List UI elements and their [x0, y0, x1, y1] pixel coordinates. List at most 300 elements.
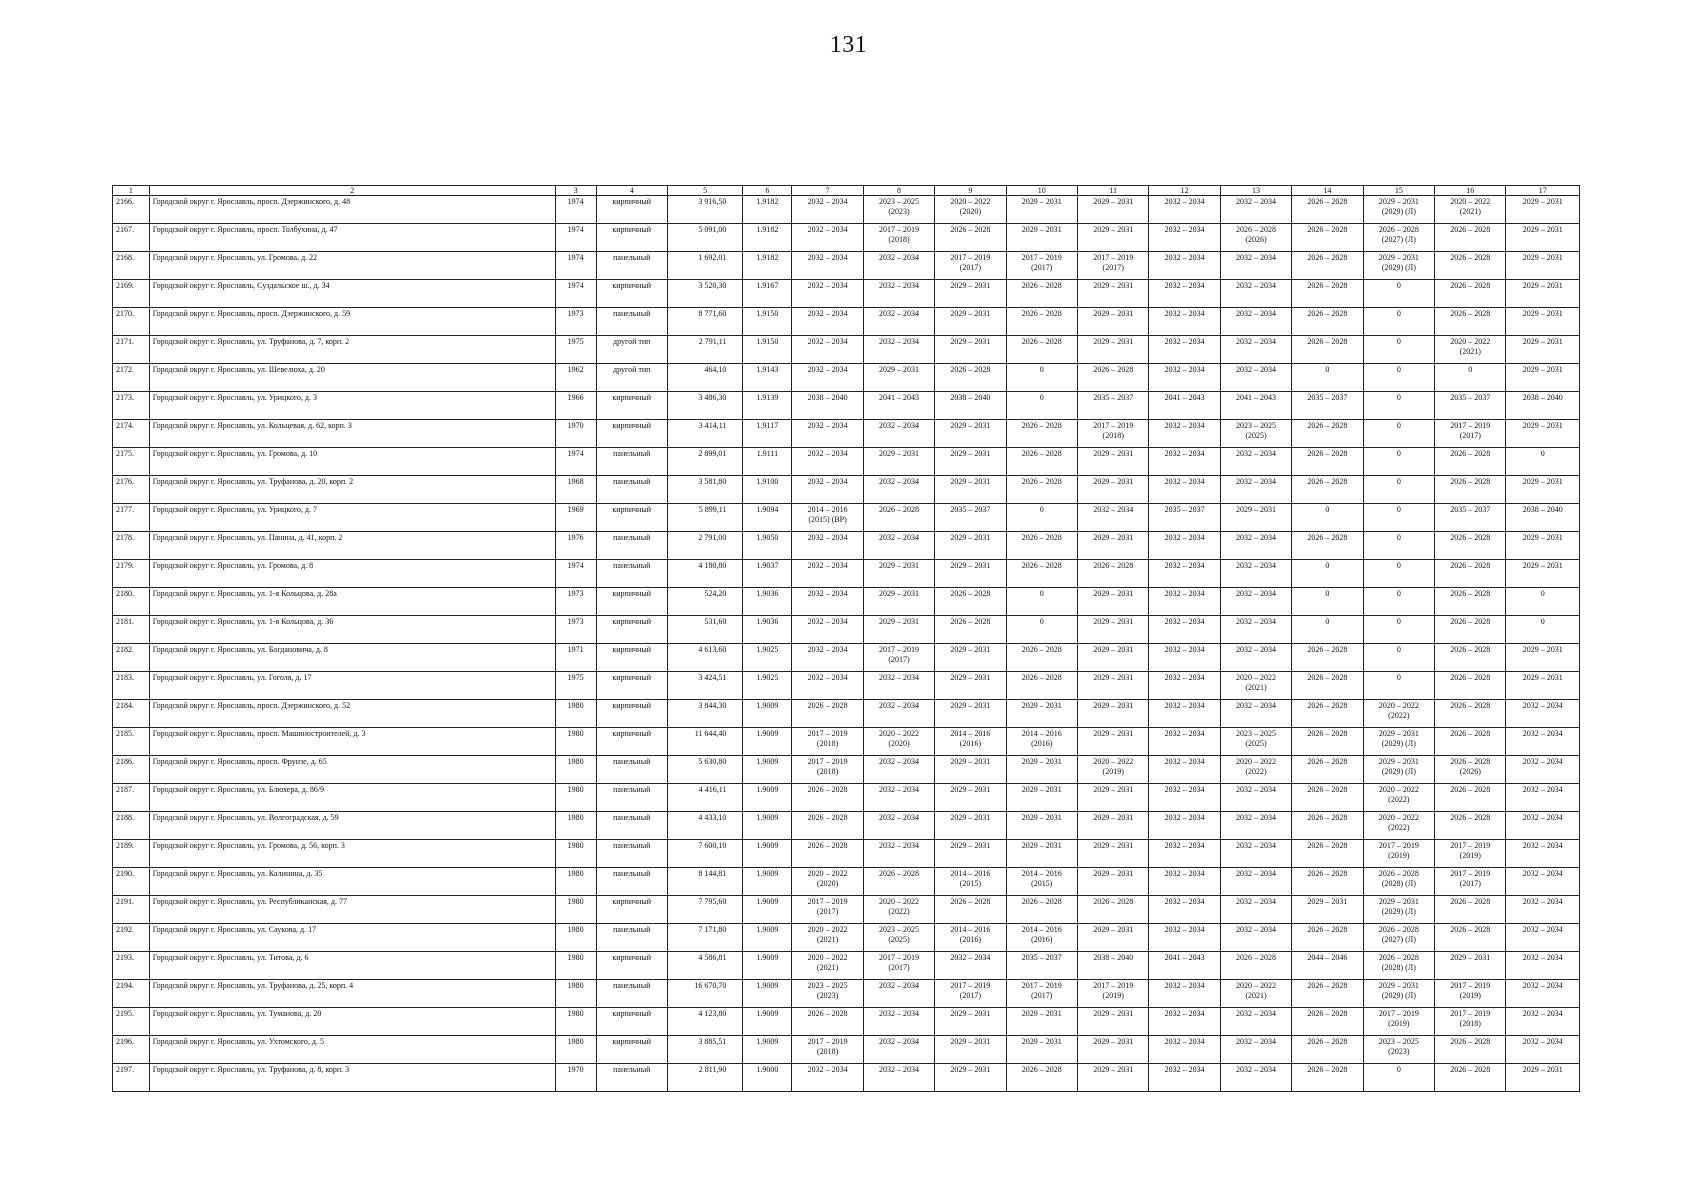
table-cell: панельный	[596, 812, 667, 840]
table-row	[113, 1008, 1580, 1036]
table-cell: 2032 – 2034	[1220, 1064, 1291, 1092]
table-cell: 2029 – 2031	[935, 644, 1006, 672]
table-cell: 2032 – 2034	[1506, 952, 1580, 980]
table-cell: кирпичный	[596, 504, 667, 532]
table-cell: 2032 – 2034	[792, 1064, 863, 1092]
table-cell: 2032 – 2034	[1149, 532, 1220, 560]
table-cell: 2017 – 2019 (2017)	[1006, 980, 1077, 1008]
table-row	[113, 756, 1580, 784]
table-cell: 2026 – 2028	[1435, 1064, 1506, 1092]
table-cell: 2020 – 2022 (2022)	[1220, 756, 1291, 784]
table-cell: 1.9009	[743, 896, 792, 924]
table-cell: 2029 – 2031	[1006, 1036, 1077, 1064]
table-cell: 7 795,60	[667, 896, 742, 924]
table-row	[113, 924, 1580, 952]
table-cell: 2032 – 2034	[1220, 896, 1291, 924]
table-cell: 1.9009	[743, 952, 792, 980]
table-cell: 2032 – 2034	[1149, 560, 1220, 588]
table-cell: 2020 – 2022 (2020)	[792, 868, 863, 896]
table-cell: 2032 – 2034	[1506, 812, 1580, 840]
table-cell: 1968	[555, 476, 596, 504]
column-number-cell: 11	[1078, 186, 1149, 196]
table-cell: 1980	[555, 812, 596, 840]
table-cell: 2017 – 2019 (2019)	[1363, 840, 1434, 868]
table-cell: 1.9150	[743, 336, 792, 364]
table-cell: панельный	[596, 252, 667, 280]
table-cell: 2017 – 2019 (2018)	[792, 756, 863, 784]
table-cell: 2029 – 2031	[1078, 728, 1149, 756]
table-cell: 2029 – 2031	[1078, 868, 1149, 896]
table-cell: 2032 – 2034	[863, 308, 934, 336]
table-cell: 0	[1363, 336, 1434, 364]
table-cell: 2026 – 2028	[1292, 644, 1363, 672]
address-cell: Городской округ г. Ярославль, ул. Урицкого, д. 3	[149, 392, 555, 420]
table-cell: 0	[1363, 588, 1434, 616]
table-row	[113, 840, 1580, 868]
table-cell: 2032 – 2034	[792, 252, 863, 280]
table-cell: 5 899,11	[667, 504, 742, 532]
table-cell: 1.9009	[743, 728, 792, 756]
table-cell: 2026 – 2028	[1292, 728, 1363, 756]
address-cell: Городской округ г. Ярославль, ул. Титова, д. 6	[149, 952, 555, 980]
table-cell: 2032 – 2034	[1149, 616, 1220, 644]
table-cell: 0	[1292, 616, 1363, 644]
table-cell: 2029 – 2031 (2029) (Л)	[1363, 196, 1434, 224]
table-cell: 2026 – 2028	[1435, 308, 1506, 336]
table-cell: 2029 – 2031	[1078, 840, 1149, 868]
table-cell: 1980	[555, 840, 596, 868]
table-cell: 2029 – 2031	[935, 280, 1006, 308]
table-cell: 2029 – 2031	[1078, 224, 1149, 252]
table-cell: 2029 – 2031	[1006, 1008, 1077, 1036]
column-number-cell: 3	[555, 186, 596, 196]
table-cell: 2017 – 2019 (2017)	[792, 896, 863, 924]
table-cell: 2029 – 2031	[935, 1064, 1006, 1092]
table-cell: 2020 – 2022 (2019)	[1078, 756, 1149, 784]
table-cell: 1966	[555, 392, 596, 420]
table-cell: 2029 – 2031	[1506, 560, 1580, 588]
table-cell: 2032 – 2034	[792, 336, 863, 364]
table-cell: 2026 – 2028	[1292, 420, 1363, 448]
table-row	[113, 224, 1580, 252]
table-cell: 2026 – 2028	[1435, 728, 1506, 756]
table-cell: 2023 – 2025 (2023)	[863, 196, 934, 224]
table-cell: 2026 – 2028	[1435, 672, 1506, 700]
table-cell: 2029 – 2031	[1006, 784, 1077, 812]
table-cell: 2032 – 2034	[792, 196, 863, 224]
table-cell: 2029 – 2031	[935, 756, 1006, 784]
table-cell: 0	[1006, 504, 1077, 532]
table-cell: панельный	[596, 560, 667, 588]
table-cell: кирпичный	[596, 420, 667, 448]
address-cell: Городской округ г. Ярославль, ул. Громова, д. 22	[149, 252, 555, 280]
table-cell: 1980	[555, 1008, 596, 1036]
table-cell: 2029 – 2031	[1506, 308, 1580, 336]
table-cell: 2029 – 2031	[935, 476, 1006, 504]
table-cell: 2020 – 2022 (2020)	[935, 196, 1006, 224]
column-number-cell: 1	[113, 186, 150, 196]
table-cell: 2029 – 2031	[1078, 700, 1149, 728]
table-cell: 2026 – 2028	[935, 616, 1006, 644]
table-cell: 2029 – 2031 (2029) (Л)	[1363, 728, 1434, 756]
table-cell: 2032 – 2034	[1506, 896, 1580, 924]
table-cell: 2026 – 2028	[1006, 476, 1077, 504]
address-cell: Городской округ г. Ярославль, Суздальское ш., д. 34	[149, 280, 555, 308]
table-cell: 1962	[555, 364, 596, 392]
table-cell: 0	[1363, 672, 1434, 700]
table-cell: 2 899,01	[667, 448, 742, 476]
table-row	[113, 728, 1580, 756]
table-cell: 1980	[555, 700, 596, 728]
table-cell: 2032 – 2034	[863, 672, 934, 700]
table-cell: 2035 – 2037	[1078, 392, 1149, 420]
table-cell: кирпичный	[596, 952, 667, 980]
table-cell: 2026 – 2028	[1435, 896, 1506, 924]
table-cell: 2023 – 2025 (2025)	[1220, 420, 1291, 448]
column-number-cell: 4	[596, 186, 667, 196]
table-cell: 11 644,40	[667, 728, 742, 756]
table-cell: 2029 – 2031	[1078, 924, 1149, 952]
table-cell: 1974	[555, 448, 596, 476]
row-number-cell: 2182.	[113, 644, 150, 672]
table-cell: 1.9143	[743, 364, 792, 392]
table-cell: 2017 – 2019 (2017)	[1435, 420, 1506, 448]
table-cell: 2017 – 2019 (2017)	[935, 980, 1006, 1008]
table-cell: 2032 – 2034	[1149, 812, 1220, 840]
table-cell: 2026 – 2028	[1435, 532, 1506, 560]
table-cell: кирпичный	[596, 896, 667, 924]
table-cell: 2029 – 2031 (2029) (Л)	[1363, 252, 1434, 280]
table-cell: 1980	[555, 924, 596, 952]
table-cell: 2026 – 2028	[1292, 1064, 1363, 1092]
table-cell: 2029 – 2031	[1078, 588, 1149, 616]
table-cell: 1969	[555, 504, 596, 532]
table-cell: 2032 – 2034	[863, 784, 934, 812]
table-cell: 2029 – 2031	[935, 784, 1006, 812]
table-cell: 1980	[555, 1036, 596, 1064]
address-cell: Городской округ г. Ярославль, просп. Дзержинского, д. 59	[149, 308, 555, 336]
table-cell: 2029 – 2031	[1078, 196, 1149, 224]
table-cell: 2017 – 2019 (2017)	[863, 644, 934, 672]
table-cell: другой тип	[596, 336, 667, 364]
table-cell: 2029 – 2031 (2029) (Л)	[1363, 756, 1434, 784]
address-cell: Городской округ г. Ярославль, ул. Волгоградская, д. 59	[149, 812, 555, 840]
table-cell: 4 586,81	[667, 952, 742, 980]
table-cell: 2020 – 2022 (2021)	[792, 924, 863, 952]
table-cell: 2041 – 2043	[863, 392, 934, 420]
table-cell: 2026 – 2028	[1292, 924, 1363, 952]
table-cell: 1.9182	[743, 252, 792, 280]
table-row	[113, 784, 1580, 812]
column-number-cell: 2	[149, 186, 555, 196]
row-number-cell: 2191.	[113, 896, 150, 924]
table-cell: 2026 – 2028	[1292, 1036, 1363, 1064]
table-cell: 2014 – 2016 (2016)	[935, 924, 1006, 952]
table-cell: 2032 – 2034	[1506, 924, 1580, 952]
page-number: 131	[829, 32, 868, 58]
address-cell: Городской округ г. Ярославль, ул. 1-я Кольцова, д. 36	[149, 616, 555, 644]
table-cell: 2026 – 2028	[1292, 672, 1363, 700]
table-cell: 2032 – 2034	[1078, 504, 1149, 532]
row-number-cell: 2177.	[113, 504, 150, 532]
table-cell: 2026 – 2028	[1435, 560, 1506, 588]
table-cell: 2017 – 2019 (2018)	[792, 728, 863, 756]
table-cell: 2020 – 2022 (2022)	[863, 896, 934, 924]
row-number-cell: 2171.	[113, 336, 150, 364]
table-cell: 2026 – 2028	[1006, 280, 1077, 308]
table-cell: панельный	[596, 476, 667, 504]
table-cell: 2020 – 2022 (2021)	[1435, 196, 1506, 224]
address-cell: Городской округ г. Ярославль, ул. Саукова, д. 17	[149, 924, 555, 952]
table-cell: 2035 – 2037	[1149, 504, 1220, 532]
table-cell: 2026 – 2028	[1292, 840, 1363, 868]
address-cell: Городской округ г. Ярославль, просп. Дзержинского, д. 48	[149, 196, 555, 224]
table-cell: 2032 – 2034	[1506, 1036, 1580, 1064]
table-cell: 2026 – 2028	[1292, 448, 1363, 476]
table-cell: 2032 – 2034	[1506, 840, 1580, 868]
table-cell: 2029 – 2031	[1220, 504, 1291, 532]
table-cell: панельный	[596, 980, 667, 1008]
table-cell: 3 424,51	[667, 672, 742, 700]
table-row	[113, 1064, 1580, 1092]
table-cell: 2032 – 2034	[1149, 476, 1220, 504]
table-cell: 2029 – 2031	[1506, 532, 1580, 560]
row-number-cell: 2167.	[113, 224, 150, 252]
row-number-cell: 2180.	[113, 588, 150, 616]
table-cell: 2026 – 2028 (2027) (Л)	[1363, 924, 1434, 952]
table-cell: 2029 – 2031	[1006, 812, 1077, 840]
table-cell: 2032 – 2034	[1220, 924, 1291, 952]
table-cell: 2026 – 2028 (2028) (Л)	[1363, 952, 1434, 980]
table-cell: 1980	[555, 728, 596, 756]
column-number-cell: 9	[935, 186, 1006, 196]
table-cell: 531,60	[667, 616, 742, 644]
table-cell: 2032 – 2034	[1149, 980, 1220, 1008]
table-cell: 1974	[555, 560, 596, 588]
table-cell: 7 600,10	[667, 840, 742, 868]
table-row	[113, 868, 1580, 896]
table-cell: 1973	[555, 588, 596, 616]
table-cell: 2020 – 2022 (2021)	[1435, 336, 1506, 364]
row-number-cell: 2169.	[113, 280, 150, 308]
table-cell: 4 433,10	[667, 812, 742, 840]
table-cell: 1973	[555, 616, 596, 644]
table-cell: 2026 – 2028	[792, 1008, 863, 1036]
table-cell: 0	[1506, 616, 1580, 644]
table-cell: 2023 – 2025 (2023)	[792, 980, 863, 1008]
address-cell: Городской округ г. Ярославль, ул. Кольцевая, д. 62, корп. 3	[149, 420, 555, 448]
address-cell: Городской округ г. Ярославль, просп. Толбухина, д. 47	[149, 224, 555, 252]
table-cell: 2032 – 2034	[792, 448, 863, 476]
table-cell: 1.9009	[743, 840, 792, 868]
table-cell: 2026 – 2028	[1006, 896, 1077, 924]
table-cell: 0	[1006, 392, 1077, 420]
table-row	[113, 616, 1580, 644]
table-cell: 2017 – 2019 (2018)	[792, 1036, 863, 1064]
table-cell: 0	[1363, 1064, 1434, 1092]
table-cell: 2029 – 2031	[935, 840, 1006, 868]
table-cell: 2026 – 2028	[1292, 476, 1363, 504]
table-cell: 524,20	[667, 588, 742, 616]
table-cell: 2026 – 2028	[1006, 308, 1077, 336]
table-row	[113, 700, 1580, 728]
table-cell: панельный	[596, 532, 667, 560]
address-cell: Городской округ г. Ярославль, ул. Урицкого, д. 7	[149, 504, 555, 532]
row-number-cell: 2189.	[113, 840, 150, 868]
table-cell: 2026 – 2028	[792, 784, 863, 812]
table-cell: 0	[1363, 532, 1434, 560]
address-cell: Городской округ г. Ярославль, ул. Труфанова, д. 7, корп. 2	[149, 336, 555, 364]
table-cell: 2029 – 2031	[935, 448, 1006, 476]
table-cell: 2032 – 2034	[1220, 308, 1291, 336]
table-cell: 2032 – 2034	[1149, 448, 1220, 476]
table-cell: 2032 – 2034	[1149, 196, 1220, 224]
column-number-cell: 17	[1506, 186, 1580, 196]
table-cell: 0	[1506, 588, 1580, 616]
table-cell: 2029 – 2031	[863, 364, 934, 392]
table-cell: 2032 – 2034	[1149, 756, 1220, 784]
table-cell: 2026 – 2028	[935, 896, 1006, 924]
table-cell: 2026 – 2028	[1292, 868, 1363, 896]
table-cell: 2029 – 2031	[1078, 448, 1149, 476]
table-cell: 2029 – 2031	[1506, 364, 1580, 392]
table-cell: 8 144,81	[667, 868, 742, 896]
table-cell: 2035 – 2037	[1435, 392, 1506, 420]
table-cell: 2029 – 2031	[1078, 644, 1149, 672]
row-number-cell: 2168.	[113, 252, 150, 280]
table-cell: 2026 – 2028	[1292, 784, 1363, 812]
table-cell: 0	[1363, 308, 1434, 336]
column-number-cell: 16	[1435, 186, 1506, 196]
table-cell: 1.9182	[743, 224, 792, 252]
housing-register-table	[112, 185, 1580, 1092]
table-cell: 2026 – 2028	[1435, 448, 1506, 476]
table-cell: 2017 – 2019 (2018)	[1435, 1008, 1506, 1036]
table-cell: 2032 – 2034	[792, 420, 863, 448]
table-cell: 2032 – 2034	[1220, 364, 1291, 392]
table-row	[113, 1036, 1580, 1064]
table-cell: 2029 – 2031	[1292, 896, 1363, 924]
table-cell: панельный	[596, 448, 667, 476]
column-number-cell: 15	[1363, 186, 1434, 196]
table-cell: 3 844,30	[667, 700, 742, 728]
table-cell: 2026 – 2028 (2027) (Л)	[1363, 224, 1434, 252]
table-cell: 2017 – 2019 (2019)	[1435, 840, 1506, 868]
address-cell: Городской округ г. Ярославль, ул. Панина, д. 41, корп. 2	[149, 532, 555, 560]
table-row	[113, 476, 1580, 504]
table-cell: 2032 – 2034	[1149, 896, 1220, 924]
row-number-cell: 2195.	[113, 1008, 150, 1036]
table-cell: 2026 – 2028	[1435, 924, 1506, 952]
address-cell: Городской округ г. Ярославль, ул. Шевелюха, д. 20	[149, 364, 555, 392]
table-cell: 1.9009	[743, 980, 792, 1008]
address-cell: Городской округ г. Ярославль, ул. Труфанова, д. 8, корп. 3	[149, 1064, 555, 1092]
table-cell: 2029 – 2031	[935, 308, 1006, 336]
table-cell: 2035 – 2037	[935, 504, 1006, 532]
table-row	[113, 392, 1580, 420]
table-cell: 0	[1363, 364, 1434, 392]
table-cell: 2026 – 2028	[1006, 644, 1077, 672]
table-cell: 2032 – 2034	[1220, 476, 1291, 504]
table-cell: 1.9036	[743, 588, 792, 616]
table-cell: 2026 – 2028 (2026)	[1220, 224, 1291, 252]
table-cell: 2032 – 2034	[863, 532, 934, 560]
table-cell: 2029 – 2031 (2029) (Л)	[1363, 980, 1434, 1008]
table-cell: 1975	[555, 672, 596, 700]
table-cell: 2032 – 2034	[1220, 560, 1291, 588]
table-cell: 2032 – 2034	[1149, 728, 1220, 756]
table-cell: 2032 – 2034	[1220, 252, 1291, 280]
table-cell: 2032 – 2034	[1220, 644, 1291, 672]
table-cell: 2026 – 2028	[935, 364, 1006, 392]
row-number-cell: 2188.	[113, 812, 150, 840]
row-number-cell: 2190.	[113, 868, 150, 896]
table-cell: 2032 – 2034	[863, 1064, 934, 1092]
table-row	[113, 644, 1580, 672]
table-cell: 2026 – 2028	[1435, 224, 1506, 252]
table-row	[113, 336, 1580, 364]
table-cell: 2029 – 2031	[1506, 1064, 1580, 1092]
table-cell: 2029 – 2031	[863, 616, 934, 644]
table-cell: панельный	[596, 868, 667, 896]
table-row	[113, 588, 1580, 616]
table-row	[113, 196, 1580, 224]
table-cell: кирпичный	[596, 728, 667, 756]
table-cell: 2020 – 2022 (2022)	[1363, 812, 1434, 840]
table-cell: 2017 – 2019 (2017)	[863, 952, 934, 980]
table-cell: 2032 – 2034	[1149, 644, 1220, 672]
table-cell: 2032 – 2034	[863, 252, 934, 280]
table-cell: 2026 – 2028	[1435, 784, 1506, 812]
table-row	[113, 364, 1580, 392]
table-cell: 1.9009	[743, 868, 792, 896]
table-cell: 2032 – 2034	[863, 700, 934, 728]
table-cell: 5 630,80	[667, 756, 742, 784]
table-cell: 2032 – 2034	[1149, 336, 1220, 364]
table-cell: 2029 – 2031	[1078, 308, 1149, 336]
table-cell: 2017 – 2019 (2019)	[1363, 1008, 1434, 1036]
table-cell: 2029 – 2031	[1078, 672, 1149, 700]
table-cell: 4 180,80	[667, 560, 742, 588]
table-cell: 2017 – 2019 (2018)	[1078, 420, 1149, 448]
column-number-header	[113, 186, 1580, 196]
table-row	[113, 952, 1580, 980]
table-cell: 2032 – 2034	[1149, 1008, 1220, 1036]
table-cell: 2029 – 2031	[1078, 784, 1149, 812]
table-cell: 2032 – 2034	[1220, 700, 1291, 728]
row-number-cell: 2176.	[113, 476, 150, 504]
table-cell: 2026 – 2028	[1292, 252, 1363, 280]
table-cell: 2026 – 2028	[1292, 280, 1363, 308]
table-cell: 2 791,00	[667, 532, 742, 560]
table-cell: 2014 – 2016 (2016)	[1006, 728, 1077, 756]
table-cell: 3 885,51	[667, 1036, 742, 1064]
table-cell: 2032 – 2034	[1506, 1008, 1580, 1036]
table-cell: 2032 – 2034	[1220, 448, 1291, 476]
table-cell: 2020 – 2022 (2021)	[1220, 672, 1291, 700]
address-cell: Городской округ г. Ярославль, ул. 1-я Кольцова, д. 28а	[149, 588, 555, 616]
table-cell: 2032 – 2034	[1506, 756, 1580, 784]
table-cell: 2029 – 2031	[935, 1036, 1006, 1064]
table-cell: 2035 – 2037	[1435, 504, 1506, 532]
row-number-cell: 2175.	[113, 448, 150, 476]
row-number-cell: 2197.	[113, 1064, 150, 1092]
table-cell: 1.9167	[743, 280, 792, 308]
row-number-cell: 2183.	[113, 672, 150, 700]
column-number-cell: 10	[1006, 186, 1077, 196]
table-row	[113, 560, 1580, 588]
table-cell: 2026 – 2028	[792, 700, 863, 728]
